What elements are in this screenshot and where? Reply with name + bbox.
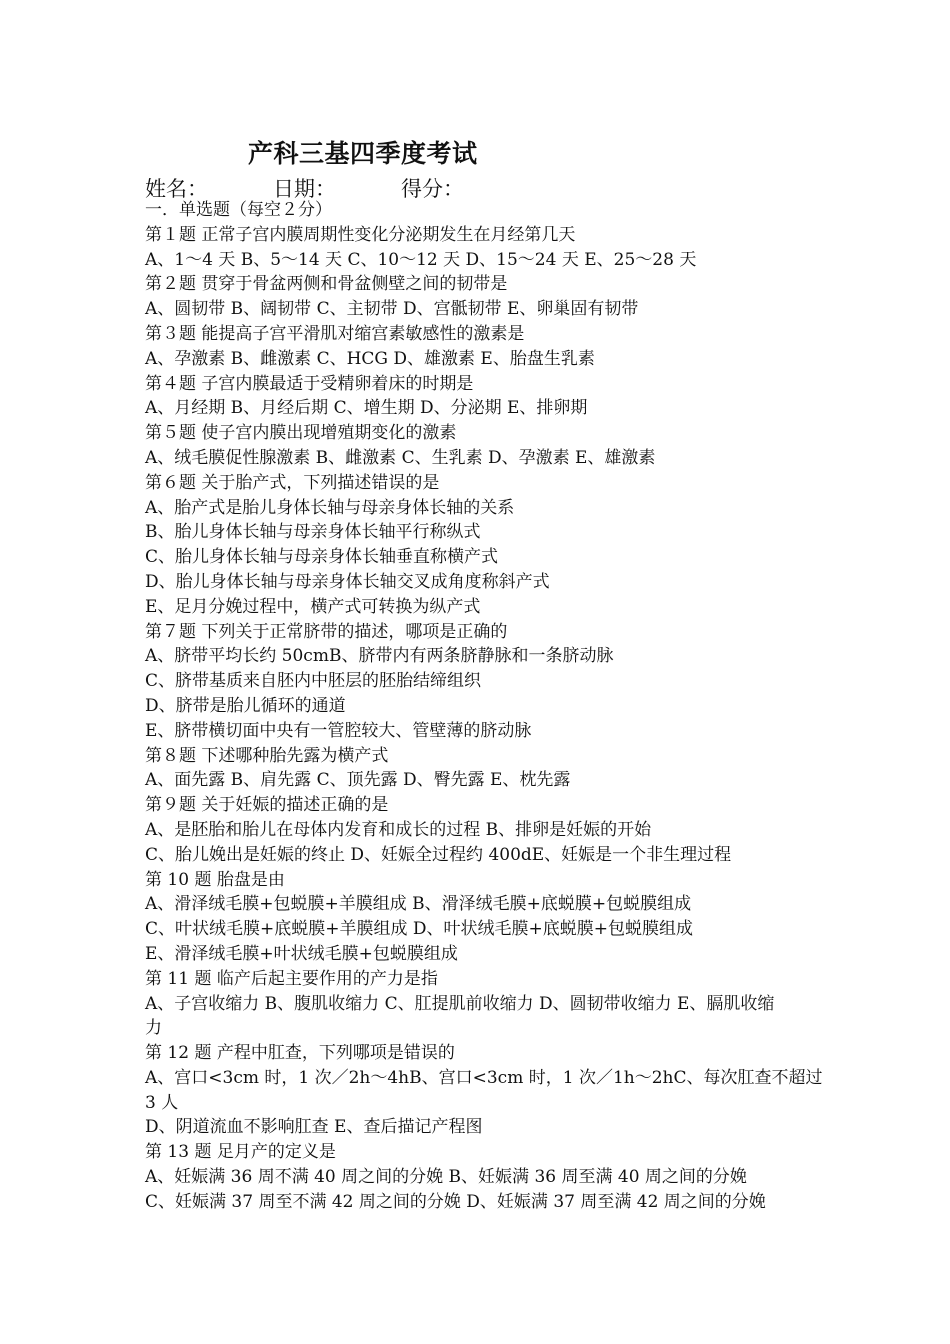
section-heading: 一．单选题（每空２分） [145, 200, 332, 220]
options-line: A、月经期 B、月经后期 C、增生期 D、分泌期 E、排卵期 [145, 398, 588, 419]
options-line: A、圆韧带 B、阔韧带 C、主韧带 D、宫骶韧带 E、卵巢固有韧带 [145, 299, 639, 320]
question-line: 第 12 题 产程中肛查，下列哪项是错误的 [145, 1043, 455, 1064]
option-line: E、滑泽绒毛膜+叶状绒毛膜+包蜕膜组成 [145, 943, 458, 964]
question-line: 第４题 子宫内膜最适于受精卵着床的时期是 [145, 373, 474, 394]
options-line: A、绒毛膜促性腺激素 B、雌激素 C、生乳素 D、孕激素 E、雄激素 [145, 447, 656, 468]
option-line: C、脐带基质来自胚内中胚层的胚胎结缔组织 [145, 671, 482, 692]
option-line: C、胎儿娩出是妊娠的终止 D、妊娠全过程约 400dE、妊娠是一个非生理过程 [145, 844, 732, 865]
options-line: A、面先露 B、肩先露 C、顶先露 D、臀先露 E、枕先露 [145, 770, 571, 791]
name-label: 姓名： [145, 177, 208, 201]
question-line: 第３题 能提高子宫平滑肌对缩宫素敏感性的激素是 [145, 323, 525, 344]
question-line: 第７题 下列关于正常脐带的描述，哪项是正确的 [145, 621, 508, 642]
options-line: C、妊娠满 37 周至不满 42 周之间的分娩 D、妊娠满 37 周至满 42 周之间的分娩 [145, 1191, 766, 1212]
option-line: E、足月分娩过程中，横产式可转换为纵产式 [145, 596, 481, 617]
options-line: A、妊娠满 36 周不满 40 周之间的分娩 B、妊娠满 36 周至满 40 周之间的分娩 [145, 1167, 747, 1188]
document-title: 产科三基四季度考试 [248, 139, 478, 168]
question-line: 第９题 关于妊娠的描述正确的是 [145, 795, 389, 816]
options-line: A、孕激素 B、雌激素 C、HCG D、雄激素 E、胎盘生乳素 [145, 348, 595, 369]
option-line: C、叶状绒毛膜+底蜕膜+羊膜组成 D、叶状绒毛膜+底蜕膜+包蜕膜组成 [145, 919, 694, 940]
question-list [145, 198, 823, 1215]
option-line: E、脐带横切面中央有一管腔较大、管壁薄的脐动脉 [145, 720, 532, 741]
question-line: 第 13 题 足月产的定义是 [145, 1142, 336, 1163]
options-line: A、宫口<3cm 时，1 次／2h～4hB、宫口<3cm 时，1 次／1h～2hC、每次肛查不超过 [145, 1067, 823, 1088]
option-line: A、滑泽绒毛膜+包蜕膜+羊膜组成 B、滑泽绒毛膜+底蜕膜+包蜕膜组成 [145, 894, 692, 915]
score-label: 得分： [401, 177, 464, 201]
option-line: D、脐带是胎儿循环的通道 [145, 695, 346, 716]
option-line: B、胎儿身体长轴与母亲身体长轴平行称纵式 [145, 522, 481, 543]
question-line: 第 11 题 临产后起主要作用的产力是指 [145, 968, 438, 989]
option-line: C、胎儿身体长轴与母亲身体长轴垂直称横产式 [145, 547, 499, 568]
option-line: A、脐带平均长约 50cmB、脐带内有两条脐静脉和一条脐动脉 [145, 646, 614, 667]
options-line-continued: 3 人 [145, 1092, 179, 1113]
question-line: 第１题 正常子宫内膜周期性变化分泌期发生在月经第几天 [145, 224, 576, 245]
question-line: 第５题 使子宫内膜出现增殖期变化的激素 [145, 423, 457, 444]
options-line: A、子宫收缩力 B、腹肌收缩力 C、肛提肌前收缩力 D、圆韧带收缩力 E、膈肌收缩 [145, 993, 775, 1014]
option-line: A、是胚胎和胎儿在母体内发育和成长的过程 B、排卵是妊娠的开始 [145, 819, 652, 840]
question-line: 第８题 下述哪种胎先露为横产式 [145, 745, 389, 766]
options-line: D、阴道流血不影响肛查 E、查后描记产程图 [145, 1117, 483, 1138]
option-line: A、胎产式是胎儿身体长轴与母亲身体长轴的关系 [145, 497, 515, 518]
question-line: 第６题 关于胎产式，下列描述错误的是 [145, 472, 440, 493]
options-line-continued: 力 [145, 1018, 162, 1039]
question-line: 第２题 贯穿于骨盆两侧和骨盆侧壁之间的韧带是 [145, 274, 508, 295]
options-line: A、1～4 天 B、5～14 天 C、10～12 天 D、15～24 天 E、25～28 天 [145, 249, 697, 270]
option-line: D、胎儿身体长轴与母亲身体长轴交叉成角度称斜产式 [145, 571, 550, 592]
date-label: 日期： [273, 177, 336, 201]
question-line: 第 10 题 胎盘是由 [145, 869, 285, 890]
